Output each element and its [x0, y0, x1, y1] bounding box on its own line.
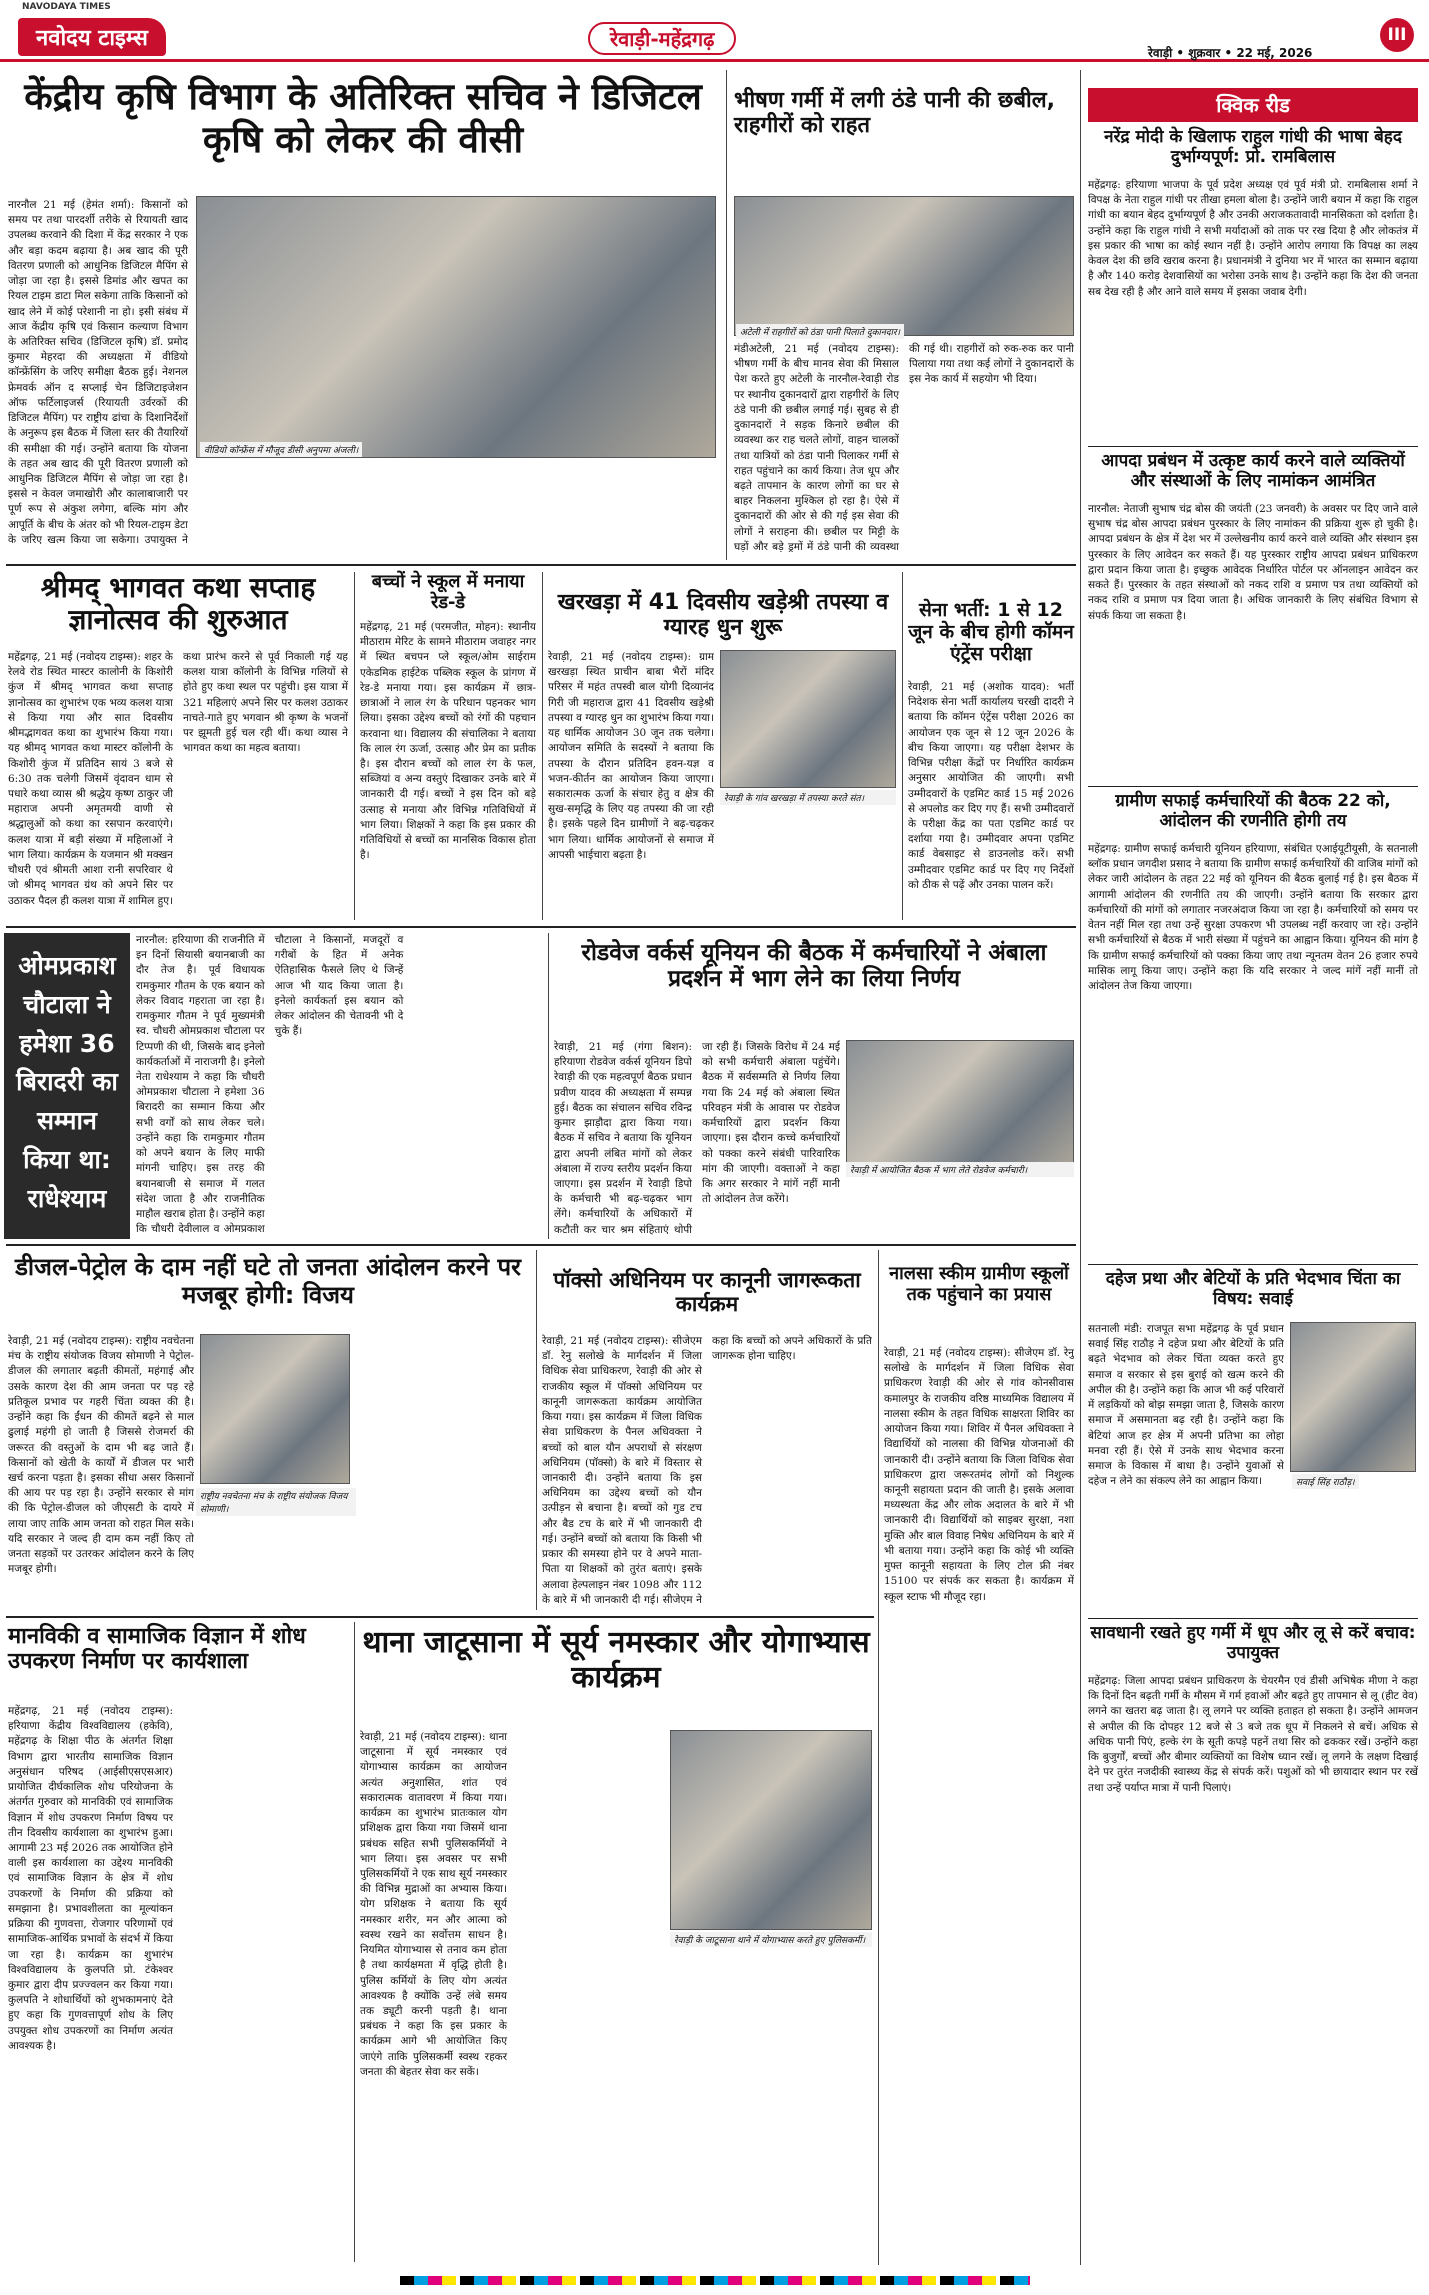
qr-item-4-photo-caption: सवाई सिंह राठौड़। — [1292, 1474, 1359, 1489]
qr-item-5-headline: सावधानी रखते हुए गर्मी में धूप और लू से करें बचाव: उपायुक्त — [1090, 1623, 1416, 1663]
qr-item-1-body: महेंद्रगढ़: हरियाणा भाजपा के पूर्व प्रदेश अध्यक्ष एवं पूर्व मंत्री प्रो. रामबिलास शर्मा ने विपक्ष के नेता राहुल गांधी पर तीखा हमला बोला है। उन्होंने जारी बयान में कहा कि राहुल गांधी का बयान बेहद दुर्भाग्यपूर्ण है और उनकी अराजकतावादी मानसिकता को दर्शाता है। उन्होंने कहा कि राहुल गांधी ने सभी मर्यादाओं को ताक पर रख दिया है और लोकतंत्र में इस प्रकार की भाषा का कोई स्थान नहीं है। उन्होंने आरोप लगाया कि विपक्ष का लक्ष्य केवल देश की छवि खराब करना है। प्रधानमंत्री ने दुनिया भर में भारत का सम्मान बढ़ाया है और 140 करोड़ देशवासियों का भरोसा उनके साथ है। उन्होंने कहा कि देश की जनता सब देख रही है और आने वाले समय में इसका जवाब देगी। — [1088, 179, 1418, 298]
yoga-body: रेवाड़ी, 21 मई (नवोदय टाइम्स): थाना जाटूसाना में सूर्य नमस्कार एवं योगाभ्यास कार्यक्रम का आयोजन अत्यंत अनुशासित, शांत एवं सकारात्मक वातावरण में किया गया। कार्यक्रम का शुभारंभ प्रातःकाल योग प्रशिक्षक द्वारा किया गया जिसमें थाना प्रबंधक सहित सभी पुलिसकर्मियों ने भाग लिया। इस अवसर पर सभी पुलिसकर्मियों ने एक साथ सूर्य नमस्कार की विभिन्न मुद्राओं का अभ्यास किया। योग प्रशिक्षक ने बताया कि सूर्य नमस्कार शरीर, मन और आत्मा को स्वस्थ रखने का सर्वोत्तम साधन है। नियमित योगाभ्यास से तनाव कम होता है तथा कार्यक्षमता में वृद्धि होती है। पुलिस कर्मियों के लिए योग अत्यंत आवश्यक है क्योंकि उन्हें लंबे समय तक ड्यूटी करनी पड़ती है। थाना प्रबंधक ने कहा कि इस प्रकार के कार्यक्रम आगे भी आयोजित किए जाएंगे ताकि पुलिसकर्मी स्वस्थ रहकर जनता की बेहतर सेवा कर सकें। — [360, 1731, 507, 2078]
top-tag: NAVODAYA TIMES — [22, 2, 111, 12]
qr-item-2-body: नारनौल: नेताजी सुभाष चंद्र बोस की जयंती (23 जनवरी) के अवसर पर दिए जाने वाले सुभाष चंद्र बोस आपदा प्रबंधन पुरस्कार के लिए नामांकन की प्रक्रिया शुरू हो चुकी है। आपदा प्रबंधन के क्षेत्र में देश भर में उल्लेखनीय कार्य करने वाले व्यक्ति और संस्थान इस पुरस्कार के लिए आवेदन कर सकते हैं। यह पुरस्कार राष्ट्रीय आपदा प्रबंधन प्राधिकरण द्वारा प्रदान किया जाता है। इच्छुक आवेदक निर्धारित पोर्टल पर ऑनलाइन आवेदन कर सकते हैं। पुरस्कार के तहत संस्थाओं को नकद राशि व प्रमाण पत्र तथा व्यक्तियों को नकद राशि व प्रमाण पत्र दिया जाता है। अधिक जानकारी के लिए संबंधित विभाग से संपर्क किया जा सकता है। — [1088, 503, 1418, 622]
diesel-headline: डीजल-पेट्रोल के दाम नहीं घटे तो जनता आंदोलन करने पर मजबूर होगी: विजय — [15, 1253, 521, 1309]
lead-headline: केंद्रीय कृषि विभाग के अतिरिक्त सचिव ने डिजिटल कृषि को लेकर की वीसी — [24, 75, 702, 161]
paper-name: नवोदय टाइम्स — [18, 18, 166, 56]
page-number: III — [1380, 18, 1414, 52]
qr-item-1-headline: नरेंद्र मोदी के खिलाफ राहुल गांधी की भाषा बेहद दुर्भाग्यपूर्ण: प्रो. रामबिलास — [1104, 127, 1402, 167]
qr-item-3-headline: ग्रामीण सफाई कर्मचारियों की बैठक 22 को, आंदोलन की रणनीति होगी तय — [1115, 791, 1391, 831]
kharkhada-headline: खरखड़ा में 41 दिवसीय खड़ेश्री तपस्या व ग्यारह धुन शुरू — [557, 590, 889, 641]
qr-item-4-body: सतनाली मंडी: राजपूत सभा महेंद्रगढ़ के पूर्व प्रधान सवाई सिंह राठौड़ ने दहेज प्रथा और बेटियों के प्रति बढ़ते भेदभाव को लेकर चिंता व्यक्त करते हुए समाज व सरकार से इस बुराई को खत्म करने की अपील की है। उन्होंने कहा कि आज भी कई परिवारों में लड़कियों को बोझ समझा जाता है, जिसके कारण समाज में असमानता बढ़ रही है। उन्होंने कहा कि बेटियां आज हर क्षेत्र में अपनी प्रतिभा का लोहा मनवा रही हैं। ऐसे में उनके साथ भेदभाव करना समाज के विकास में बाधा है। उन्होंने युवाओं से दहेज न लेने का संकल्प लेने का आह्वान किया। — [1088, 1323, 1284, 1488]
qr-item-3-body: महेंद्रगढ़: ग्रामीण सफाई कर्मचारी यूनियन हरियाणा, संबंधित एआईयूटीयूसी, के सतनाली ब्लॉक प्रधान जगदीश प्रसाद ने बताया कि ग्रामीण सफाई कर्मचारियों की वाजिब मांगों को लेकर जारी आंदोलन के तहत 22 मई को यूनियन की बैठक बुलाई गई है। इस बैठक में आगामी आंदोलन की रणनीति तय की जाएगी। उन्होंने बताया कि सरकार द्वारा कर्मचारियों की मांगों को लगातार नजरअंदाज किया जा रहा है। कर्मचारियों को समय पर वेतन नहीं मिल रहा तथा उन्हें सुरक्षा उपकरण भी उपलब्ध नहीं करवाए जा रहे। उन्होंने सभी कर्मचारियों से बैठक में भारी संख्या में पहुंचने का आह्वान किया। यूनियन की मांग है कि ग्रामीण सफाई कर्मचारियों को पक्का किया जाए तथा न्यूनतम वेतन 26 हजार रुपये मासिक लागू किया जाए। उन्होंने कहा कि यदि सरकार ने जल्द मांगें नहीं मानीं तो आंदोलन तेज किया जाएगा। — [1088, 843, 1418, 992]
water-photo — [734, 196, 1074, 336]
roadways-body: रेवाड़ी, 21 मई (गंगा बिशन): हरियाणा रोडवेज वर्कर्स यूनियन डिपो रेवाड़ी की एक महत्वपूर्ण बैठक प्रधान प्रवीण यादव की अध्यक्षता में सम्पन्न हुई। बैठक का संचालन सचिव रविन्द्र कुमार झाड़ौदा द्वारा किया गया। बैठक में सचिव ने बताया कि यूनियन द्वारा अपनी लंबित मांगों को लेकर अंबाला में राज्य स्तरीय प्रदर्शन किया जाएगा। इस प्रदर्शन में रेवाड़ी डिपो के कर्मचारी भी बढ़-चढ़कर भाग लेंगे। कर्मचारियों के अधिकारों में कटौती कर चार श्रम संहिताएं थोपी जा रही हैं। जिसके विरोध में 24 मई को सभी कर्मचारी अंबाला पहुंचेंगे। बैठक में सर्वसम्मति से निर्णय लिया गया कि 24 मई को अंबाला स्थित परिवहन मंत्री के आवास पर रोडवेज कर्मचारियों द्वारा प्रदर्शन किया जाएगा। इस दौरान कच्चे कर्मचारियों को पक्का करने संबंधी पारिवारिक मांग की जाएगी। वक्ताओं ने कहा कि अगर सरकार ने मांगें नहीं मानी तो आंदोलन तेज करेंगे। — [554, 1041, 840, 1236]
pocso-headline: पॉक्सो अधिनियम पर कानूनी जागरूकता कार्यक्रम — [553, 1268, 861, 1317]
kharkhada-photo — [720, 650, 896, 788]
diesel-body-right — [360, 1334, 530, 1604]
lead-photo-caption: वीडियो कॉन्फ्रेंस में मौजूद डीसी अनुपमा अंजली। — [200, 442, 362, 457]
lead-body-bottom — [196, 462, 716, 558]
qr-item-5-body: महेंद्रगढ़: जिला आपदा प्रबंधन प्राधिकरण के चेयरमैन एवं डीसी अभिषेक मीणा ने कहा कि दिनों दिन बढ़ती गर्मी के मौसम में गर्म हवाओं और बढ़ते हुए तापमान से लू (हीट वेव) लगने का खतरा बढ़ जाता है। लू लगने पर व्यक्ति हताहत हो सकता है। उन्होंने आमजन से अपील की कि दोपहर 12 बजे से 3 बजे तक धूप में निकलने से बचें। अधिक से अधिक पानी पिएं, हल्के रंग के सूती कपड़े पहनें तथा सिर को ढककर रखें। उन्होंने कहा कि बुजुर्गों, बच्चों और बीमार व्यक्तियों का विशेष ध्यान रखें। लू लगने के लक्षण दिखाई देने पर तुरंत नजदीकी स्वास्थ्य केंद्र से संपर्क करें। पशुओं को भी छायादार स्थान पर रखें तथा उन्हें पर्याप्त मात्रा में पानी पिलाएं। — [1088, 1675, 1418, 1794]
qr-item-2-headline: आपदा प्रबंधन में उत्कृष्ट कार्य करने वाले व्यक्तियों और संस्थाओं के लिए नामांकन आमंत्रित — [1101, 451, 1405, 491]
kharkhada-photo-caption: रेवाड़ी के गांव खरखड़ा में तपस्या करते संत। — [720, 790, 896, 805]
water-body: मंडीअटेली, 21 मई (नवोदय टाइम्स): भीषण गर्मी के बीच मानव सेवा की मिसाल पेश करते हुए अटेली के नारनौल-रेवाड़ी रोड पर स्थानीय दुकानदारों द्वारा राहगीरों के लिए ठंडे पानी की छबील लगाई गई। सुबह से ही दुकानदारों ने सड़क किनारे छबील की व्यवस्था कर राह चलते लोगों, वाहन चालकों तथा यात्रियों को ठंडा पानी पिलाकर गर्मी से राहत पहुंचाने का कार्य किया। तेज धूप और बढ़ते तापमान के कारण लोगों का घर से बाहर निकलना मुश्किल हो रहा है। ऐसे में दुकानदारों की ओर से की गई इस सेवा की लोगों ने सराहना की। छबील पर मिट्टी के घड़ों और बड़े ड्रमों में ठंडे पानी की व्यवस्था की गई थी। राहगीरों को रुक-रुक कर पानी पिलाया गया तथा कई लोगों ने दुकानदारों के इस नेक कार्य में सहयोग भी दिया। — [734, 343, 1074, 553]
yoga-photo — [670, 1730, 872, 1930]
roadways-headline: रोडवेज वर्कर्स यूनियन की बैठक में कर्मचारियों ने अंबाला प्रदर्शन में भाग लेने का लिया निर्णय — [581, 940, 1047, 993]
roadways-photo — [846, 1040, 1074, 1174]
nalsa-body: रेवाड़ी, 21 मई (नवोदय टाइम्स): सीजेएम डॉ. रेनु सलोखे के मार्गदर्शन में जिला विधिक सेवा प्राधिकरण रेवाड़ी की ओर से गांव कोनसीवास कमालपुर के राजकीय वरिष्ठ माध्यमिक विद्यालय में नालसा स्कीम के तहत विधिक साक्षरता शिविर का आयोजन किया गया। शिविर में पैनल अधिवक्ता ने विद्यार्थियों को नालसा की विभिन्न योजनाओं की जानकारी दी। उन्होंने बताया कि जिला विधिक सेवा प्राधिकरण द्वारा जरूरतमंद लोगों को निशुल्क कानूनी सहायता प्रदान की जाती है। इसके अलावा मध्यस्थता केंद्र और लोक अदालत के बारे में भी जानकारी दी। विद्यार्थियों को साइबर सुरक्षा, नशा मुक्ति और बाल विवाह निषेध अधिनियम के बारे में भी बताया गया। उन्होंने कहा कि कोई भी व्यक्ति मुफ्त कानूनी सहायता के लिए टोल फ्री नंबर 15100 पर संपर्क कर सकता है। कार्यक्रम में स्कूल स्टाफ भी मौजूद रहा। — [884, 1347, 1074, 1603]
workshop-headline: मानविकी व सामाजिक विज्ञान में शोध उपकरण निर्माण पर कार्यशाला — [8, 1624, 306, 1675]
workshop-body: महेंद्रगढ़, 21 मई (नवोदय टाइम्स): हरियाणा केंद्रीय विश्वविद्यालय (हकेवि), महेंद्रगढ़ के शिक्षा पीठ के अंतर्गत शिक्षा विभाग द्वारा भारतीय सामाजिक विज्ञान अनुसंधान परिषद (आईसीएसएसआर) प्रायोजित दीर्घकालिक शोध परियोजना के अंतर्गत गुरुवार को मानविकी एवं सामाजिक विज्ञान में शोध उपकरण निर्माण विषय पर तीन दिवसीय कार्यशाला का शुभारंभ हुआ। आगामी 23 मई 2026 तक आयोजित होने वाली इस कार्यशाला का उद्देश्य मानविकी एवं सामाजिक विज्ञान के क्षेत्र में शोध उपकरणों के निर्माण की प्रक्रिया को समझाना है। प्रभावशीलता का मूल्यांकन प्रक्रिया की गुणवत्ता, रोजगार परिणामों एवं सामाजिक-आर्थिक प्रभावों के संदर्भ में किया जा रहा है। कार्यक्रम का शुभारंभ विश्वविद्यालय के कुलपति प्रो. टंकेश्वर कुमार द्वारा दीप प्रज्ज्वलन कर किया गया। कुलपति ने शोधार्थियों को शुभकामनाएं देते हुए कहा कि गुणवत्तापूर्ण शोध के लिए उपयुक्त शोध उपकरणों का निर्माण अत्यंत आवश्यक है। — [8, 1705, 173, 2052]
diesel-body: रेवाड़ी, 21 मई (नवोदय टाइम्स): राष्ट्रीय नवचेतना मंच के राष्ट्रीय संयोजक विजय सोमाणी ने पेट्रोल-डीजल की लगातार बढ़ती कीमतों, महंगाई और उसके कारण देश की आम जनता पर पड़ रहे प्रतिकूल प्रभाव पर गहरी चिंता व्यक्त की है। उन्होंने कहा कि ईंधन की कीमतें बढ़ने से माल ढुलाई महंगी हो जाती है जिससे रोजमर्रा की जरूरत की वस्तुओं के दाम भी बढ़ जाते हैं। किसानों को खेती के कार्यों में डीजल पर भारी खर्च करना पड़ता है। इसका सीधा असर किसानों की आय पर पड़ रहा है। उन्होंने सरकार से मांग की कि पेट्रोल-डीजल को जीएसटी के दायरे में लाया जाए ताकि आम जनता को राहत मिल सके। यदि सरकार ने जल्द ही दाम कम नहीं किए तो जनता सड़कों पर उतरकर आंदोलन करने के लिए मजबूर होगी। — [8, 1335, 194, 1576]
om-prakash-box: ओमप्रकाश चौटाला ने हमेशा 36 बिरादरी का सम्मान किया था: राधेश्याम — [4, 933, 130, 1239]
yoga-headline: थाना जाटूसाना में सूर्य नमस्कार और योगाभ्यास कार्यक्रम — [362, 1625, 870, 1695]
yoga-photo-caption: रेवाड़ी के जाटूसाना थाने में योगाभ्यास करते हुए पुलिसकर्मी। — [670, 1932, 872, 1947]
masthead — [0, 0, 1429, 62]
army-headline: सेना भर्ती: 1 से 12 जून के बीच होगी कॉमन एंट्रेंस परीक्षा — [908, 599, 1074, 665]
om-prakash-body: नारनौल: हरियाणा की राजनीति में इन दिनों सियासी बयानबाजी का दौर तेज है। पूर्व विधायक रामकुमार गौतम के एक बयान को लेकर विवाद गहराता जा रहा है। रामकुमार गौतम ने पूर्व मुख्यमंत्री स्व. चौधरी ओमप्रकाश चौटाला पर टिप्पणी की थी, जिसके बाद इनेलो कार्यकर्ताओं में नाराजगी है। इनेलो नेता राधेश्याम ने कहा कि चौधरी ओमप्रकाश चौटाला ने हमेशा 36 बिरादरी का सम्मान किया और सभी वर्गों को साथ लेकर चले। उन्होंने कहा कि रामकुमार गौतम को अपने बयान के लिए माफी मांगनी चाहिए। इस तरह की बयानबाजी से समाज में गलत संदेश जाता है और राजनीतिक माहौल खराब होता है। उन्होंने कहा कि चौधरी देवीलाल व ओमप्रकाश चौटाला ने किसानों, मजदूरों व गरीबों के हित में अनेक ऐतिहासिक फैसले लिए थे जिन्हें आज भी याद किया जाता है। इनेलो कार्यकर्ता इस बयान को लेकर आंदोलन की चेतावनी भी दे चुके हैं। — [136, 934, 404, 1236]
water-photo-caption: अटेली में राहगीरों को ठंडा पानी पिलाते दुकानदार। — [736, 324, 904, 339]
color-registration-bar — [400, 2276, 1030, 2285]
roadways-photo-caption: रेवाड़ी में आयोजित बैठक में भाग लेते रोडवेज कर्मचारी। — [846, 1162, 1074, 1177]
nalsa-headline: नालसा स्कीम ग्रामीण स्कूलों तक पहुंचाने का प्रयास — [889, 1263, 1069, 1305]
diesel-photo — [200, 1334, 350, 1484]
section-tag: रेवाड़ी-महेंद्रगढ़ — [588, 22, 736, 55]
bhagwat-headline: श्रीमद् भागवत कथा सप्ताह ज्ञानोत्सव की शुरुआत — [40, 571, 316, 637]
lead-photo — [196, 196, 716, 458]
lead-body: नारनौल 21 मई (हेमंत शर्मा): किसानों को समय पर तथा पारदर्शी तरीके से रियायती खाद उपलब्ध करवाने की दिशा में केंद्र सरकार ने एक और बड़ा कदम बढ़ाया है। अब खाद की पूरी वितरण प्रणाली को आधुनिक डिजिटल मैपिंग से जोड़ा जा रहा है। इससे डिमांड और खपत का रियल टाइम डाटा मिल सकेगा ताकि किसानों को खाद लेने में कोई परेशानी ना हो। इसी संबंध में आज केंद्रीय कृषि एवं किसान कल्याण विभाग के अतिरिक्त सचिव (डिजिटल कृषि) डॉ. प्रमोद कुमार मेहरदा की अध्यक्षता में वीडियो कॉन्फ्रेंसिंग के जरिए समीक्षा बैठक हुई। नेशनल फ्रेमवर्क ऑन द सप्लाई चेन डिजिटाइजेशन ऑफ फर्टिलाइजर्स (रियायती उर्वरकों की डिजिटल मैपिंग) पर राष्ट्रीय ढांचा के दिशानिर्देशों के अनुरूप इस बैठक में जिला स्तर की तैयारियों की समीक्षा की गई। उन्होंने बताया कि योजना के तहत अब खाद की पूरी वितरण प्रणाली को आधुनिक डिजिटल मैपिंग से जोड़ा जा रहा है। इससे न केवल जमाखोरी और कालाबाजारी पर पूर्ण रूप से अंकुश लगेगा, बल्कि मांग और आपूर्ति के बीच के अंतर को भी रियल-टाइम डेटा के जरिए खत्म किया जा सकेगा। उपायुक्त ने — [8, 199, 188, 546]
school-body: महेंद्रगढ़, 21 मई (परमजीत, मोहन): स्थानीय मीठाराम मेरिट के सामने मीठाराम जवाहर नगर में स्थित बचपन प्ले स्कूल/ओम साईराम एकेडमिक हाईटेक पब्लिक स्कूल के प्रांगण में रेड-डे मनाया गया। इस कार्यक्रम में छात्र-छात्राओं ने लाल रंग के परिधान पहनकर भाग लिया। इसका उद्देश्य बच्चों को रंगों की पहचान करवाना था। विद्यालय की संचालिका ने बताया कि लाल रंग ऊर्जा, उत्साह और प्रेम का प्रतीक है। इस दौरान बच्चों को लाल रंग के फल, सब्जियां व अन्य वस्तुएं दिखाकर उनके बारे में जानकारी दी गई। बच्चों ने इस दिन को बड़े उत्साह से मनाया और विभिन्न गतिविधियों में भाग लिया। शिक्षकों ने कहा कि इस प्रकार की गतिविधियों से बच्चों का मानसिक विकास होता है। — [360, 621, 536, 862]
water-headline: भीषण गर्मी में लगी ठंडे पानी की छबील, राहगीरों को राहत — [734, 88, 1056, 139]
kharkhada-body: रेवाड़ी, 21 मई (नवोदय टाइम्स): ग्राम खरखड़ा स्थित प्राचीन बाबा भैरों मंदिर परिसर में महंत तपस्वी बाल योगी दिव्यानंद गिरी जी महाराज द्वारा 41 दिवसीय खड़ेश्री तपस्या व ग्यारह धुन का शुभारंभ किया गया। यह धार्मिक आयोजन 30 जून तक चलेगा। आयोजन समिति के सदस्यों ने बताया कि तपस्या के दौरान प्रतिदिन हवन-यज्ञ व भजन-कीर्तन का आयोजन किया जाएगा। सकारात्मक ऊर्जा के संचार हेतु व क्षेत्र की सुख-समृद्धि के लिए यह तपस्या की जा रही है। इसके पहले दिन ग्रामीणों ने बढ़-चढ़कर भाग लिया। धार्मिक आयोजनों से समाज में आपसी भाईचारा बढ़ता है। — [548, 651, 714, 861]
diesel-photo-caption: राष्ट्रीय नवचेतना मंच के राष्ट्रीय संयोजक विजय सोमाणी। — [196, 1488, 356, 1516]
army-body: रेवाड़ी, 21 मई (अशोक यादव): भर्ती निदेशक सेना भर्ती कार्यालय चरखी दादरी ने बताया कि कॉमन एंट्रेंस परीक्षा 2026 का आयोजन एक जून से 12 जून 2026 के बीच किया जाएगा। यह परीक्षा देशभर के विभिन्न परीक्षा केंद्रों पर निर्धारित कार्यक्रम अनुसार आयोजित की जाएगी। सभी उम्मीदवारों के एडमिट कार्ड 15 मई 2026 से अपलोड कर दिए गए हैं। सभी उम्मीदवारों के परीक्षा केंद्र का पता एडमिट कार्ड पर दर्शाया गया है। उम्मीदवार अपना एडमिट कार्ड वेबसाइट से डाउनलोड करें। सभी उम्मीदवार एडमिट कार्ड पर दिए गए निर्देशों को ठीक से पढ़ें और उनका पालन करें। — [908, 681, 1074, 891]
quick-read-heading: क्विक रीड — [1088, 88, 1418, 122]
date-line: रेवाड़ी • शुक्रवार • 22 मई, 2026 — [1148, 46, 1313, 60]
qr-item-4-photo — [1290, 1322, 1416, 1472]
pocso-body: रेवाड़ी, 21 मई (नवोदय टाइम्स): सीजेएम डॉ. रेनु सलोखे के मार्गदर्शन में जिला विधिक सेवा प्राधिकरण, रेवाड़ी की ओर से राजकीय स्कूल में पॉक्सो अधिनियम पर कानूनी जागरूकता कार्यक्रम आयोजित किया गया। इस कार्यक्रम में जिला विधिक सेवा प्राधिकरण के पैनल अधिवक्ता ने बच्चों को बाल यौन अपराधों से संरक्षण अधिनियम (पॉक्सो) के बारे में विस्तार से जानकारी दी। उन्होंने बताया कि इस अधिनियम का उद्देश्य बच्चों को यौन उत्पीड़न से बचाना है। बच्चों को गुड टच और बैड टच के बारे में भी जानकारी दी गई। उन्होंने बच्चों को बताया कि किसी भी प्रकार की समस्या होने पर वे अपने माता-पिता या शिक्षकों को तुरंत बताएं। इसके अलावा हेल्पलाइन नंबर 1098 और 112 के बारे में भी जानकारी दी गई। सीजेएम ने कहा कि बच्चों को अपने अधिकारों के प्रति जागरूक होना चाहिए। — [542, 1335, 872, 1606]
qr-item-4-headline: दहेज प्रथा और बेटियों के प्रति भेदभाव चिंता का विषय: सवाई — [1105, 1269, 1401, 1309]
bhagwat-body: महेंद्रगढ़, 21 मई (नवोदय टाइम्स): शहर के रेलवे रोड स्थित मास्टर कालोनी के किशोरी कुंज में श्रीमद् भागवत कथा सप्ताह ज्ञानोत्सव का शुभारंभ एक भव्य कलश यात्रा से किया गया और सात दिवसीय श्रीमद्भागवत कथा का शुभारंभ किया गया। यह श्रीमद् भागवत कथा मास्टर कॉलोनी के किशोरी कुंज में प्रतिदिन सायं 3 बजे से 6:30 तक चलेगी जिसमें वृंदावन धाम से पधारे कथा व्यास श्री श्रद्धेय कृष्ण ठाकुर जी महाराज अपनी अमृतमयी वाणी से श्रद्धालुओं को कथा का रसपान करवाएंगे। कलश यात्रा में बड़ी संख्या में महिलाओं ने भाग लिया। कार्यक्रम के यजमान श्री मक्खन चौधरी एवं श्रीमती आशा रानी सपरिवार थे जो श्रीमद् भागवत ग्रंथ को अपने सिर पर उठाकर पैदल ही कलश यात्रा में शामिल हुए। कथा प्रारंभ करने से पूर्व निकाली गई यह कलश यात्रा कॉलोनी के विभिन्न गलियों से होते हुए कथा स्थल पर पहुंची। इस यात्रा में 321 महिलाएं अपने सिर पर कलश उठाकर नाचते-गाते हुए भगवान श्री कृष्ण के भजनों पर झूमती हुई चल रही थीं। कथा व्यास ने भागवत कथा का महत्व बताया। — [8, 651, 348, 907]
school-headline: बच्चों ने स्कूल में मनाया रेड-डे — [371, 571, 525, 613]
